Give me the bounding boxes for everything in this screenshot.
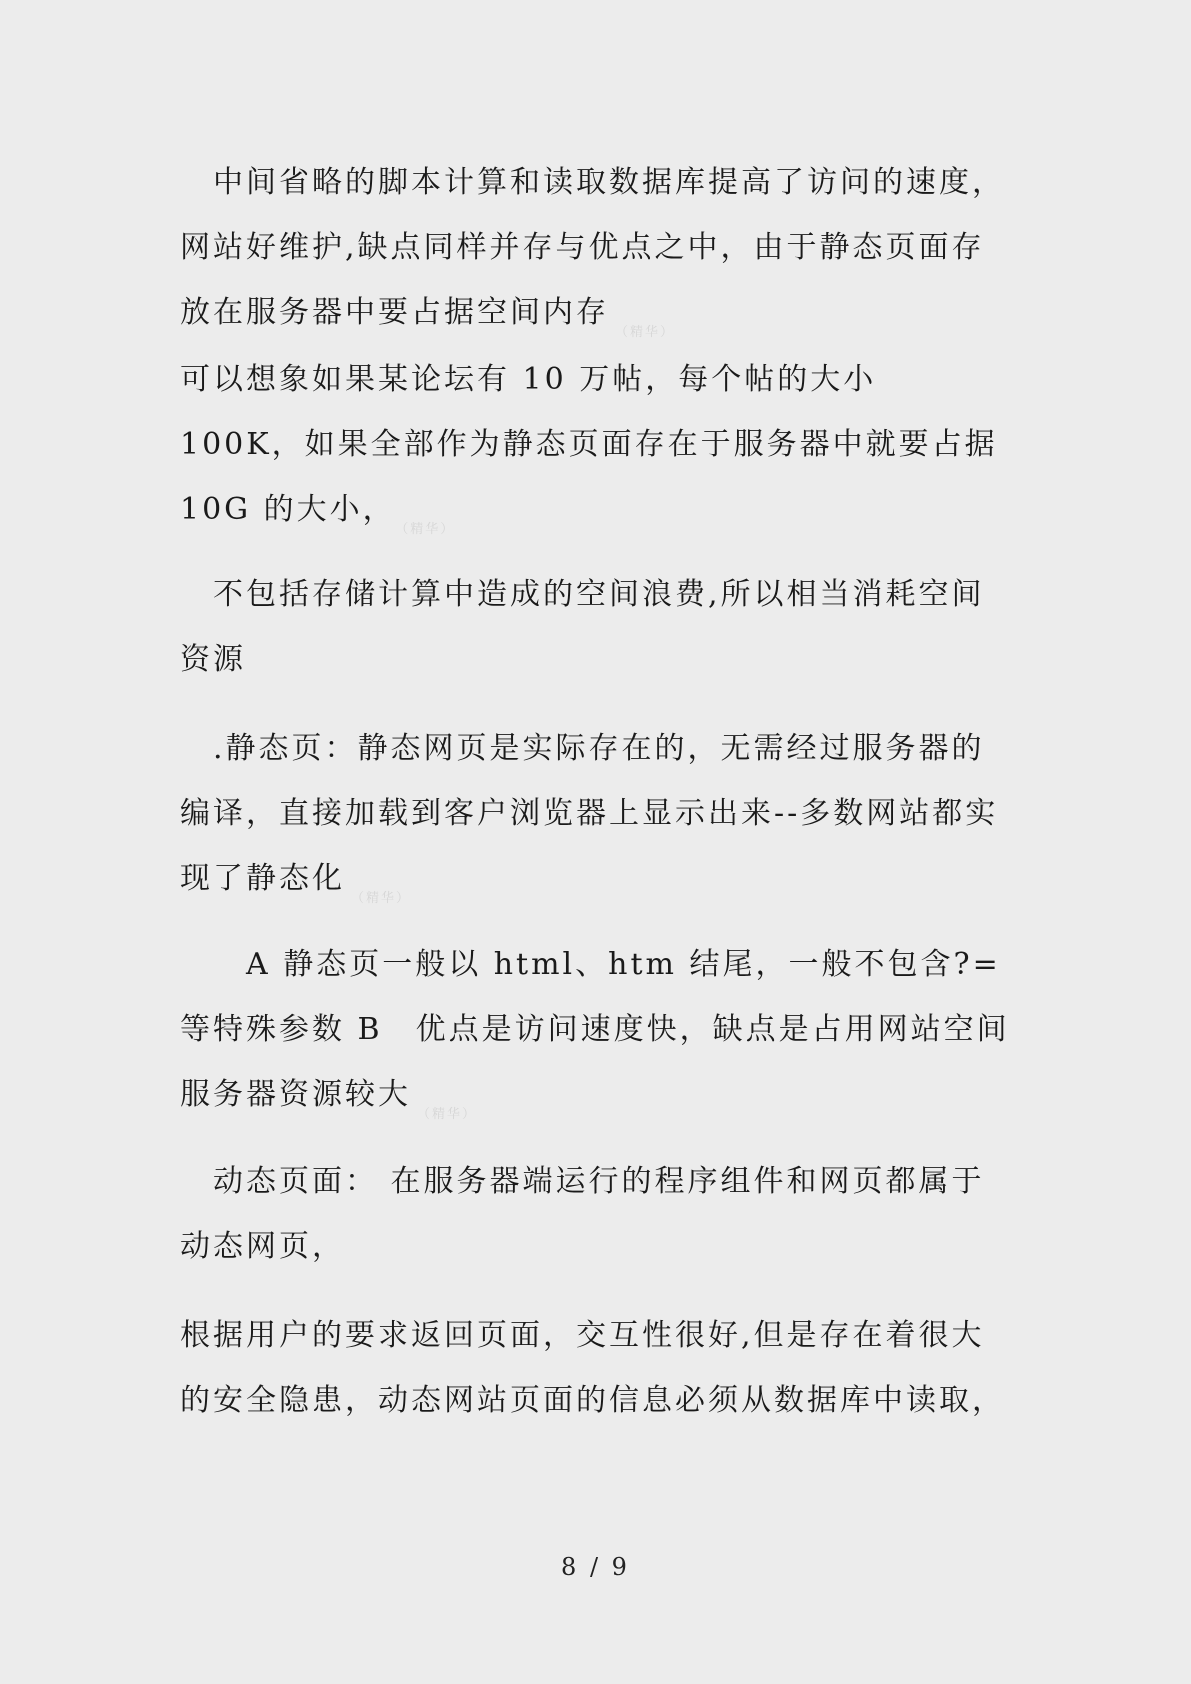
paragraph-text: 根据用户的要求返回页面，交互性很好,但是存在着很大的安全隐患，动态网站页面的信息必须从数据库中读取， <box>180 1318 1005 1418</box>
paragraph-2 <box>180 347 1010 562</box>
paragraph-1 <box>180 150 1010 365</box>
paragraph-6 <box>180 1149 1010 1279</box>
paragraph-note: （精华） <box>417 1107 478 1122</box>
paragraph-text: A 静态页一般以 html、htm 结尾，一般不包含?=等特殊参数 B 优点是访问速度快，缺点是占用网站空间服务器资源较大 <box>180 947 1010 1112</box>
paragraph-text: .静态页：静态网页是实际存在的，无需经过服务器的编译，直接加载到客户浏览器上显示出来--多数网站都实现了静态化 <box>180 731 999 896</box>
paragraph-4 <box>180 716 1010 931</box>
paragraph-text: 不包括存储计算中造成的空间浪费,所以相当消耗空间资源 <box>180 577 985 677</box>
paragraph-note: （精华） <box>401 522 456 537</box>
paragraph-text: 动态页面： 在服务器端运行的程序组件和网页都属于动态网页， <box>180 1164 985 1264</box>
paragraph-5 <box>180 932 1010 1147</box>
paragraph-note: （精华） <box>615 325 676 340</box>
paragraph-text: 可以想象如果某论坛有 10 万帖，每个帖的大小 100K，如果全部作为静态页面存在于服务器中就要占据 10G 的大小， <box>180 362 998 527</box>
paragraph-note: （精华） <box>351 891 412 906</box>
page-number: 8 / 9 <box>561 1553 630 1581</box>
paragraph-3 <box>180 562 1010 692</box>
paragraph-7 <box>180 1303 1010 1433</box>
paragraph-text: 中间省略的脚本计算和读取数据库提高了访问的速度，网站好维护,缺点同样并存与优点之中，由于静态页面存放在服务器中要占据空间内存 <box>180 165 1005 330</box>
